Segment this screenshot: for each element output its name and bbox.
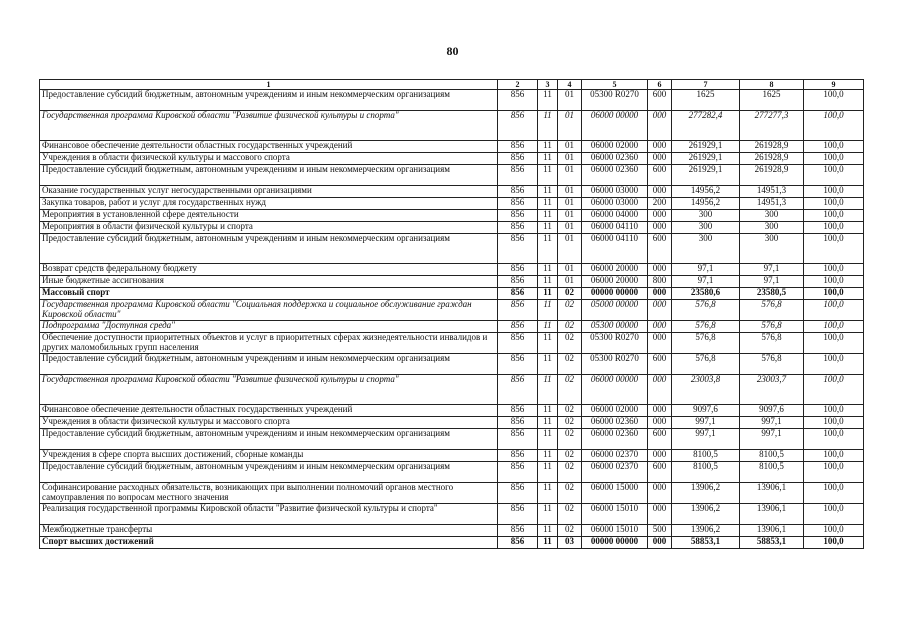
col-6-value: 000 [648, 222, 672, 234]
table-row [40, 504, 864, 525]
col-6-value: 000 [648, 321, 672, 333]
table-row [40, 111, 864, 141]
col-2-value: 856 [498, 111, 538, 141]
table-row [40, 276, 864, 288]
table-row [40, 186, 864, 198]
col-6-value: 500 [648, 525, 672, 537]
table-row [40, 321, 864, 333]
col-5-value: 05300 R0270 [582, 354, 648, 375]
col-9-value: 100,0 [804, 450, 864, 462]
col-7-value: 997,1 [672, 429, 740, 450]
column-header: 9 [804, 80, 864, 90]
col-3-value: 11 [538, 333, 558, 354]
col-2-value: 856 [498, 264, 538, 276]
col-4-value: 02 [558, 417, 582, 429]
col-7-value: 300 [672, 210, 740, 222]
col-3-value: 11 [538, 429, 558, 450]
col-9-value: 100,0 [804, 276, 864, 288]
col-5-value: 05300 00000 [582, 321, 648, 333]
col-3-value: 11 [538, 450, 558, 462]
col-8-value: 97,1 [740, 264, 804, 276]
col-6-value: 000 [648, 375, 672, 405]
col-7-value: 13906,2 [672, 504, 740, 525]
row-name: Подпрограмма "Доступная среда" [40, 321, 498, 333]
col-4-value: 01 [558, 153, 582, 165]
col-3-value: 11 [538, 354, 558, 375]
table-header-row [40, 80, 864, 90]
col-4-value: 02 [558, 429, 582, 450]
col-4-value: 02 [558, 405, 582, 417]
col-6-value: 000 [648, 153, 672, 165]
col-3-value: 11 [538, 504, 558, 525]
col-7-value: 300 [672, 222, 740, 234]
col-6-value: 000 [648, 186, 672, 198]
col-2-value: 856 [498, 141, 538, 153]
row-name: Предоставление субсидий бюджетным, автономным учреждениям и иным некоммерческим организациям [40, 354, 498, 375]
column-header: 4 [558, 80, 582, 90]
col-8-value: 1625 [740, 90, 804, 111]
col-6-value: 000 [648, 504, 672, 525]
table-row [40, 483, 864, 504]
col-8-value: 23003,7 [740, 375, 804, 405]
col-5-value: 06000 15010 [582, 504, 648, 525]
col-5-value: 06000 03000 [582, 198, 648, 210]
row-name: Массовый спорт [40, 288, 498, 300]
col-5-value: 06000 15010 [582, 525, 648, 537]
col-8-value: 997,1 [740, 429, 804, 450]
col-3-value: 11 [538, 525, 558, 537]
row-name: Мероприятия в установленной сфере деятельности [40, 210, 498, 222]
col-3-value: 11 [538, 141, 558, 153]
table-row [40, 210, 864, 222]
column-header: 7 [672, 80, 740, 90]
col-2-value: 856 [498, 483, 538, 504]
col-3-value: 11 [538, 210, 558, 222]
table-row [40, 90, 864, 111]
col-8-value: 8100,5 [740, 450, 804, 462]
col-9-value: 100,0 [804, 165, 864, 186]
row-name: Предоставление субсидий бюджетным, автономным учреждениям и иным некоммерческим организациям [40, 429, 498, 450]
col-6-value: 600 [648, 165, 672, 186]
col-2-value: 856 [498, 333, 538, 354]
col-7-value: 97,1 [672, 276, 740, 288]
row-name: Софинансирование расходных обязательств, возникающих при выполнении полномочий органов местного самоуправления по вопросам местного значения [40, 483, 498, 504]
col-4-value: 02 [558, 300, 582, 321]
row-name: Спорт высших достижений [40, 537, 498, 549]
col-9-value: 100,0 [804, 111, 864, 141]
col-3-value: 11 [538, 222, 558, 234]
col-8-value: 261928,9 [740, 153, 804, 165]
column-header: 1 [40, 80, 498, 90]
col-8-value: 13906,1 [740, 525, 804, 537]
col-9-value: 100,0 [804, 462, 864, 483]
col-5-value: 06000 02360 [582, 153, 648, 165]
col-4-value: 02 [558, 321, 582, 333]
row-name: Межбюджетные трансферты [40, 525, 498, 537]
col-7-value: 261929,1 [672, 153, 740, 165]
column-header: 5 [582, 80, 648, 90]
row-name: Финансовое обеспечение деятельности областных государственных учреждений [40, 141, 498, 153]
col-9-value: 100,0 [804, 300, 864, 321]
row-name: Мероприятия в области физической культуры и спорта [40, 222, 498, 234]
col-7-value: 58853,1 [672, 537, 740, 549]
col-5-value: 06000 15000 [582, 483, 648, 504]
col-7-value: 23580,6 [672, 288, 740, 300]
col-7-value: 1625 [672, 90, 740, 111]
table-row [40, 462, 864, 483]
col-6-value: 000 [648, 537, 672, 549]
col-6-value: 000 [648, 333, 672, 354]
col-6-value: 000 [648, 300, 672, 321]
col-4-value: 01 [558, 210, 582, 222]
col-9-value: 100,0 [804, 537, 864, 549]
col-7-value: 576,8 [672, 333, 740, 354]
col-5-value: 06000 02000 [582, 141, 648, 153]
table-row [40, 375, 864, 405]
col-8-value: 576,8 [740, 333, 804, 354]
table-row [40, 405, 864, 417]
row-name: Учреждения в сфере спорта высших достижений, сборные команды [40, 450, 498, 462]
row-name: Иные бюджетные ассигнования [40, 276, 498, 288]
table-row [40, 198, 864, 210]
col-5-value: 06000 02360 [582, 417, 648, 429]
col-8-value: 300 [740, 222, 804, 234]
col-6-value: 000 [648, 264, 672, 276]
col-2-value: 856 [498, 375, 538, 405]
col-5-value: 06000 02370 [582, 450, 648, 462]
col-5-value: 06000 03000 [582, 186, 648, 198]
col-4-value: 01 [558, 90, 582, 111]
col-7-value: 261929,1 [672, 141, 740, 153]
table-row [40, 153, 864, 165]
col-7-value: 8100,5 [672, 450, 740, 462]
col-5-value: 06000 20000 [582, 264, 648, 276]
col-8-value: 9097,6 [740, 405, 804, 417]
col-9-value: 100,0 [804, 234, 864, 264]
col-5-value: 06000 02370 [582, 462, 648, 483]
col-7-value: 9097,6 [672, 405, 740, 417]
col-4-value: 03 [558, 537, 582, 549]
col-4-value: 01 [558, 111, 582, 141]
col-7-value: 261929,1 [672, 165, 740, 186]
column-header: 3 [538, 80, 558, 90]
col-8-value: 13906,1 [740, 504, 804, 525]
col-3-value: 11 [538, 537, 558, 549]
col-6-value: 000 [648, 288, 672, 300]
col-5-value: 06000 04000 [582, 210, 648, 222]
col-3-value: 11 [538, 153, 558, 165]
table-row [40, 165, 864, 186]
col-3-value: 11 [538, 111, 558, 141]
col-2-value: 856 [498, 354, 538, 375]
col-2-value: 856 [498, 288, 538, 300]
col-6-value: 600 [648, 429, 672, 450]
col-8-value: 58853,1 [740, 537, 804, 549]
col-4-value: 02 [558, 333, 582, 354]
col-8-value: 261928,9 [740, 141, 804, 153]
col-9-value: 100,0 [804, 141, 864, 153]
col-4-value: 02 [558, 504, 582, 525]
budget-table [39, 79, 864, 549]
table-row [40, 234, 864, 264]
row-name: Предоставление субсидий бюджетным, автономным учреждениям и иным некоммерческим организациям [40, 462, 498, 483]
col-9-value: 100,0 [804, 90, 864, 111]
col-7-value: 576,8 [672, 300, 740, 321]
col-5-value: 06000 04110 [582, 222, 648, 234]
col-3-value: 11 [538, 288, 558, 300]
col-2-value: 856 [498, 210, 538, 222]
table-row [40, 450, 864, 462]
col-3-value: 11 [538, 165, 558, 186]
column-header: 2 [498, 80, 538, 90]
column-header: 8 [740, 80, 804, 90]
col-3-value: 11 [538, 186, 558, 198]
col-6-value: 600 [648, 354, 672, 375]
col-9-value: 100,0 [804, 354, 864, 375]
col-5-value: 06000 20000 [582, 276, 648, 288]
col-8-value: 23580,5 [740, 288, 804, 300]
col-6-value: 000 [648, 483, 672, 504]
col-8-value: 576,8 [740, 321, 804, 333]
col-8-value: 13906,1 [740, 483, 804, 504]
col-9-value: 100,0 [804, 264, 864, 276]
table-row [40, 300, 864, 321]
col-2-value: 856 [498, 222, 538, 234]
table-row [40, 429, 864, 450]
col-9-value: 100,0 [804, 222, 864, 234]
col-7-value: 277282,4 [672, 111, 740, 141]
col-5-value: 06000 00000 [582, 375, 648, 405]
col-7-value: 13906,2 [672, 483, 740, 504]
row-name: Государственная программа Кировской области "Социальная поддержка и социальное обслуживание граждан Кировской области" [40, 300, 498, 321]
col-2-value: 856 [498, 165, 538, 186]
col-8-value: 576,8 [740, 354, 804, 375]
col-5-value: 06000 02360 [582, 165, 648, 186]
col-6-value: 000 [648, 405, 672, 417]
col-7-value: 14956,2 [672, 186, 740, 198]
col-7-value: 97,1 [672, 264, 740, 276]
col-7-value: 997,1 [672, 417, 740, 429]
col-5-value: 05000 00000 [582, 300, 648, 321]
col-3-value: 11 [538, 276, 558, 288]
col-2-value: 856 [498, 450, 538, 462]
table-row [40, 537, 864, 549]
col-3-value: 11 [538, 90, 558, 111]
col-4-value: 02 [558, 525, 582, 537]
table-row [40, 354, 864, 375]
col-8-value: 576,8 [740, 300, 804, 321]
col-4-value: 01 [558, 276, 582, 288]
row-name: Финансовое обеспечение деятельности областных государственных учреждений [40, 405, 498, 417]
col-9-value: 100,0 [804, 321, 864, 333]
col-4-value: 02 [558, 450, 582, 462]
col-8-value: 97,1 [740, 276, 804, 288]
col-5-value: 06000 02000 [582, 405, 648, 417]
col-5-value: 06000 02360 [582, 429, 648, 450]
col-9-value: 100,0 [804, 288, 864, 300]
col-4-value: 02 [558, 375, 582, 405]
col-4-value: 01 [558, 264, 582, 276]
col-3-value: 11 [538, 198, 558, 210]
col-4-value: 01 [558, 234, 582, 264]
col-3-value: 11 [538, 405, 558, 417]
col-5-value: 05300 R0270 [582, 90, 648, 111]
col-8-value: 8100,5 [740, 462, 804, 483]
col-4-value: 02 [558, 288, 582, 300]
column-header: 6 [648, 80, 672, 90]
col-2-value: 856 [498, 525, 538, 537]
col-2-value: 856 [498, 300, 538, 321]
table-row [40, 288, 864, 300]
col-2-value: 856 [498, 153, 538, 165]
col-4-value: 01 [558, 198, 582, 210]
col-9-value: 100,0 [804, 504, 864, 525]
col-7-value: 300 [672, 234, 740, 264]
col-8-value: 261928,9 [740, 165, 804, 186]
col-6-value: 600 [648, 234, 672, 264]
col-2-value: 856 [498, 462, 538, 483]
col-7-value: 576,8 [672, 354, 740, 375]
col-3-value: 11 [538, 264, 558, 276]
col-2-value: 856 [498, 186, 538, 198]
col-8-value: 300 [740, 210, 804, 222]
col-2-value: 856 [498, 504, 538, 525]
row-name: Обеспечение доступности приоритетных объектов и услуг в приоритетных сферах жизнедеятельности инвалидов и других маломобильных групп населения [40, 333, 498, 354]
col-4-value: 02 [558, 354, 582, 375]
row-name: Предоставление субсидий бюджетным, автономным учреждениям и иным некоммерческим организациям [40, 90, 498, 111]
col-9-value: 100,0 [804, 198, 864, 210]
col-9-value: 100,0 [804, 429, 864, 450]
col-6-value: 000 [648, 210, 672, 222]
col-2-value: 856 [498, 417, 538, 429]
row-name: Закупка товаров, работ и услуг для государственных нужд [40, 198, 498, 210]
table-row [40, 141, 864, 153]
col-5-value: 00000 00000 [582, 288, 648, 300]
row-name: Учреждения в области физической культуры и массового спорта [40, 153, 498, 165]
col-4-value: 01 [558, 165, 582, 186]
col-2-value: 856 [498, 276, 538, 288]
col-2-value: 856 [498, 90, 538, 111]
col-9-value: 100,0 [804, 417, 864, 429]
col-3-value: 11 [538, 375, 558, 405]
col-5-value: 05300 R0270 [582, 333, 648, 354]
page-number: 80 [446, 44, 459, 58]
col-5-value: 06000 04110 [582, 234, 648, 264]
col-9-value: 100,0 [804, 375, 864, 405]
col-8-value: 14951,3 [740, 198, 804, 210]
row-name: Предоставление субсидий бюджетным, автономным учреждениям и иным некоммерческим организациям [40, 234, 498, 264]
col-7-value: 14956,2 [672, 198, 740, 210]
row-name: Оказание государственных услуг негосударственными организациями [40, 186, 498, 198]
col-4-value: 01 [558, 222, 582, 234]
col-3-value: 11 [538, 417, 558, 429]
col-7-value: 23003,8 [672, 375, 740, 405]
col-6-value: 000 [648, 111, 672, 141]
col-4-value: 01 [558, 141, 582, 153]
row-name: Государственная программа Кировской области "Развитие физической культуры и спорта" [40, 375, 498, 405]
col-6-value: 200 [648, 198, 672, 210]
col-3-value: 11 [538, 300, 558, 321]
table-row [40, 333, 864, 354]
col-2-value: 856 [498, 234, 538, 264]
col-8-value: 300 [740, 234, 804, 264]
col-9-value: 100,0 [804, 210, 864, 222]
table-row [40, 417, 864, 429]
col-6-value: 000 [648, 450, 672, 462]
col-9-value: 100,0 [804, 333, 864, 354]
col-2-value: 856 [498, 537, 538, 549]
col-2-value: 856 [498, 429, 538, 450]
col-7-value: 8100,5 [672, 462, 740, 483]
col-8-value: 14951,3 [740, 186, 804, 198]
col-2-value: 856 [498, 198, 538, 210]
col-3-value: 11 [538, 462, 558, 483]
col-2-value: 856 [498, 405, 538, 417]
row-name: Государственная программа Кировской области "Развитие физической культуры и спорта" [40, 111, 498, 141]
col-7-value: 13906,2 [672, 525, 740, 537]
col-9-value: 100,0 [804, 186, 864, 198]
col-2-value: 856 [498, 321, 538, 333]
row-name: Предоставление субсидий бюджетным, автономным учреждениям и иным некоммерческим организациям [40, 165, 498, 186]
col-4-value: 02 [558, 483, 582, 504]
col-6-value: 600 [648, 90, 672, 111]
col-8-value: 277277,3 [740, 111, 804, 141]
col-5-value: 06000 00000 [582, 111, 648, 141]
row-name: Учреждения в области физической культуры и массового спорта [40, 417, 498, 429]
table-row [40, 525, 864, 537]
col-6-value: 800 [648, 276, 672, 288]
col-3-value: 11 [538, 234, 558, 264]
col-7-value: 576,8 [672, 321, 740, 333]
col-9-value: 100,0 [804, 405, 864, 417]
col-8-value: 997,1 [740, 417, 804, 429]
col-9-value: 100,0 [804, 483, 864, 504]
col-9-value: 100,0 [804, 525, 864, 537]
col-3-value: 11 [538, 483, 558, 504]
col-6-value: 000 [648, 141, 672, 153]
col-3-value: 11 [538, 321, 558, 333]
table-row [40, 222, 864, 234]
table-row [40, 264, 864, 276]
col-6-value: 000 [648, 417, 672, 429]
col-4-value: 02 [558, 462, 582, 483]
col-9-value: 100,0 [804, 153, 864, 165]
row-name: Возврат средств федеральному бюджету [40, 264, 498, 276]
col-5-value: 00000 00000 [582, 537, 648, 549]
row-name: Реализация государственной программы Кировской области "Развитие физической культуры и спорта" [40, 504, 498, 525]
col-6-value: 600 [648, 462, 672, 483]
col-4-value: 01 [558, 186, 582, 198]
